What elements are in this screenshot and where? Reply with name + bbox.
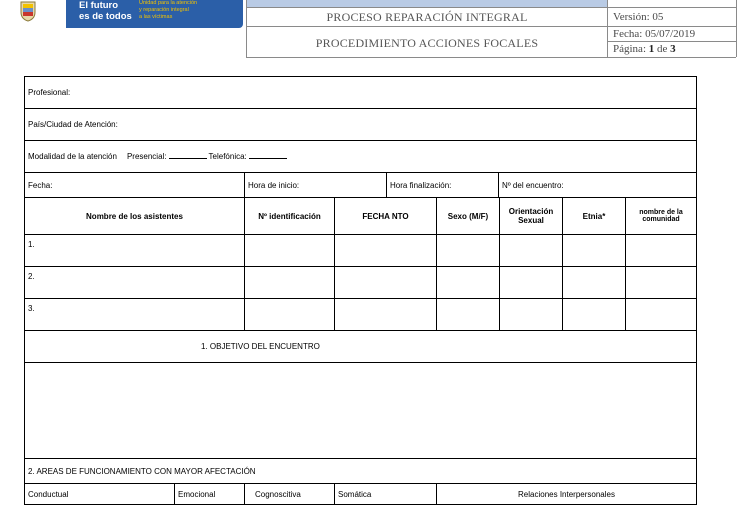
page-total: 3 <box>670 43 676 55</box>
birthdate-cell[interactable] <box>335 235 437 266</box>
col-fecha-nto: FECHA NTO <box>335 198 437 234</box>
sex-cell[interactable] <box>437 267 500 298</box>
modality-field[interactable] <box>25 141 696 172</box>
id-cell[interactable] <box>245 235 335 266</box>
sex-cell[interactable] <box>437 299 500 330</box>
table-row <box>25 299 696 331</box>
birthdate-cell[interactable] <box>335 299 437 330</box>
area-relaciones: Relaciones Interpersonales <box>518 489 615 499</box>
attendance-form <box>24 76 697 505</box>
areas-heading: 2. AREAS DE FUNCIONAMIENTO CON MAYOR AFECTACIÓN <box>28 466 256 476</box>
table-row <box>25 235 696 267</box>
objective-heading: 1. OBJETIVO DEL ENCUENTRO <box>201 342 320 351</box>
telefonica-label: Telefónica: <box>208 152 247 161</box>
area-conductual: Conductual <box>25 484 175 504</box>
professional-field[interactable] <box>25 77 696 108</box>
logo-unit-name: Unidad para la atención y reparación integral a las víctimas <box>139 0 198 20</box>
community-cell[interactable] <box>626 267 696 298</box>
objective-textarea[interactable] <box>25 363 696 458</box>
id-cell[interactable] <box>245 267 335 298</box>
ethnicity-cell[interactable] <box>563 267 626 298</box>
country-city-row <box>25 109 696 141</box>
telefonica-blank[interactable] <box>249 158 287 159</box>
header-divider <box>246 57 736 58</box>
orientation-cell[interactable] <box>500 267 563 298</box>
presencial-label: Presencial: <box>126 152 167 161</box>
page-of: de <box>657 43 668 55</box>
col-nombre: Nombre de los asistentes <box>25 198 245 234</box>
date-time-row <box>25 173 696 198</box>
attendee-name-cell[interactable] <box>25 299 245 330</box>
header-divider <box>246 7 736 8</box>
table-row <box>25 267 696 299</box>
date-label: Fecha: 05/07/2019 <box>613 28 696 40</box>
id-cell[interactable] <box>245 299 335 330</box>
page-indicator <box>613 43 676 55</box>
sex-cell[interactable] <box>437 235 500 266</box>
row-number: 1. <box>28 240 35 249</box>
country-city-field[interactable] <box>25 109 696 140</box>
birthdate-cell[interactable] <box>335 267 437 298</box>
professional-label: Profesional: <box>28 88 71 97</box>
header-divider <box>607 0 608 57</box>
col-sexo: Sexo (M/F) <box>437 198 500 234</box>
orientation-cell[interactable] <box>500 299 563 330</box>
attendees-header-row <box>25 198 696 235</box>
col-etnia: Etnia* <box>563 198 626 234</box>
col-orientacion: Orientación Sexual <box>500 198 563 234</box>
page-label: Página: <box>613 43 646 55</box>
process-title: PROCESO REPARACIÓN INTEGRAL <box>326 10 528 24</box>
orientation-cell[interactable] <box>500 235 563 266</box>
header-divider <box>246 26 736 27</box>
areas-columns-row <box>25 484 696 504</box>
header-divider <box>607 41 736 42</box>
num-encuentro-label: Nº del encuentro: <box>502 180 564 190</box>
num-encuentro-field[interactable] <box>499 173 696 197</box>
header-divider <box>736 0 737 57</box>
country-city-label: País/Ciudad de Atención: <box>28 120 118 129</box>
logo-slogan: El futuro es de todos <box>79 0 132 22</box>
area-somatica: Somática <box>335 484 437 504</box>
presencial-blank[interactable] <box>169 158 207 159</box>
fecha-label: Fecha: <box>28 180 53 190</box>
row-number: 2. <box>28 272 35 281</box>
objective-body-row <box>25 363 696 459</box>
hora-inicio-label: Hora de inicio: <box>248 180 300 190</box>
modality-label: Modalidad de la atención <box>28 152 117 161</box>
attendee-name-cell[interactable] <box>25 267 245 298</box>
row-number: 3. <box>28 304 35 313</box>
coat-of-arms-icon <box>18 0 38 22</box>
document-header <box>0 0 740 60</box>
ethnicity-cell[interactable] <box>563 299 626 330</box>
version-label: Versión: 05 <box>613 11 664 23</box>
modality-row <box>25 141 696 173</box>
objective-header-row <box>25 331 696 363</box>
area-cognoscitiva: Cognoscitiva <box>245 484 335 504</box>
ethnicity-cell[interactable] <box>563 235 626 266</box>
area-emocional: Emocional <box>175 484 245 504</box>
areas-header-row <box>25 459 696 484</box>
attendee-name-cell[interactable] <box>25 235 245 266</box>
professional-row <box>25 77 696 109</box>
page-number: 1 <box>648 43 655 55</box>
col-identificacion: Nº identificación <box>245 198 335 234</box>
procedure-title: PROCEDIMIENTO ACCIONES FOCALES <box>315 36 539 50</box>
hora-fin-field[interactable] <box>387 173 499 197</box>
hora-fin-label: Hora finalización: <box>390 180 452 190</box>
hora-inicio-field[interactable] <box>245 173 387 197</box>
community-cell[interactable] <box>626 299 696 330</box>
fecha-field[interactable] <box>25 173 245 197</box>
community-cell[interactable] <box>626 235 696 266</box>
col-comunidad: nombre de la comunidad <box>639 209 683 223</box>
